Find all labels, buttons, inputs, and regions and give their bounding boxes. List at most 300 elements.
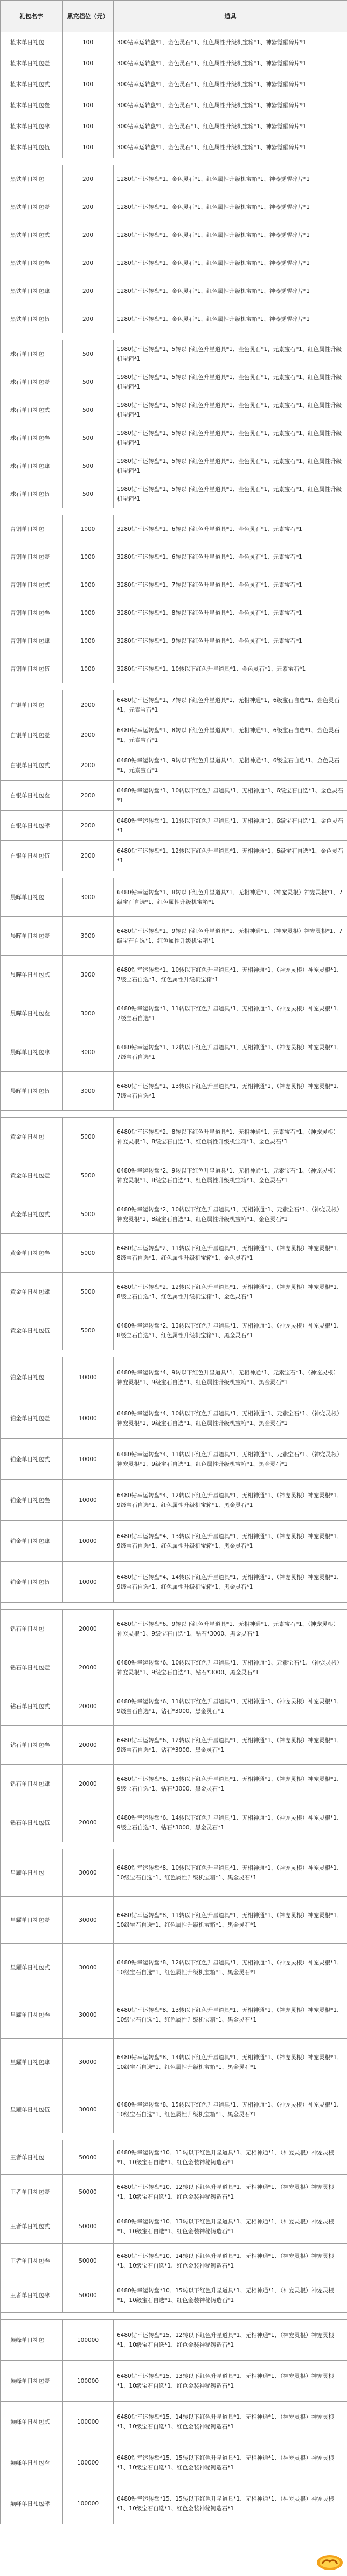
gift-pack-name: 黄金单日礼包伍 xyxy=(1,1311,63,1350)
tier-separator xyxy=(1,1350,347,1357)
gift-pack-name: 白银单日礼包伍 xyxy=(1,841,63,871)
tier-separator-cell xyxy=(1,1842,347,1849)
gift-pack-items: 6480钻幸运转盘*6、12转以下红色升星道具*1、无相神通*1、（神宠灵根）神宠灵根*1、9级宝石自选*1、钻石*3000、黑金灵石*1 xyxy=(114,1726,347,1765)
gift-pack-name: 植木单日礼包 xyxy=(1,32,63,53)
gift-pack-name: 青铜单日礼包叁 xyxy=(1,599,63,627)
table-row xyxy=(1,1398,347,1439)
gift-pack-items: 6480钻幸运转盘*1、13转以下红色升星道具*1、无相神通*1、（神宠灵根）神宠灵根*1、7级宝石自选*1 xyxy=(114,1072,347,1111)
gift-pack-items: 6480钻幸运转盘*10、14转以下红色升星道具*1、无相神通*1、（神宠灵根）神宠灵根*1、10级宝石自选*1、红色金装神秘铸造石*1 xyxy=(114,2244,347,2278)
gift-pack-items: 1980钻幸运转盘*1、5转以下红色升星道具*1、金色灵石*1、元素宝石*1、红色属性升级机宝箱*1 xyxy=(114,452,347,480)
gift-pack-name: 钻石单日礼包伍 xyxy=(1,1803,63,1842)
table-row xyxy=(1,750,347,781)
gift-pack-name: 铂金单日礼包壹 xyxy=(1,1398,63,1439)
gift-pack-items: 3280钻幸运转盘*1、10转以下红色升星道具*1、金色灵石*1、元素宝石*1 xyxy=(114,655,347,683)
recharge-amount: 5000 xyxy=(63,1311,114,1350)
recharge-amount: 100000 xyxy=(63,2442,114,2483)
table-row xyxy=(1,2209,347,2244)
gift-pack-items: 6480钻幸运转盘*4、12转以下红色升星道具*1、无相神通*1、（神宠灵根）神宠灵根*1、9级宝石自选*1、红色属性升级机宝箱*1、黑金灵石*1 xyxy=(114,1480,347,1521)
gift-pack-name: 巅峰单日礼包贰 xyxy=(1,2402,63,2442)
tier-separator xyxy=(1,2133,347,2140)
gift-pack-items: 1280钻幸运转盘*1、金色灵石*1、红色属性升级机宝箱*1、神器觉醒碎片*1 xyxy=(114,221,347,249)
table-row xyxy=(1,368,347,396)
gift-pack-items: 6480钻幸运转盘*1、10转以下红色升星道具*1、无相神通*1、（神宠灵根）神宠灵根*1、7级宝石自选*1、红色属性升级机宝箱*1 xyxy=(114,956,347,994)
table-row xyxy=(1,1156,347,1195)
gift-pack-items: 6480钻幸运转盘*1、11转以下红色升星道具*1、无相神通*1、（神宠灵根）神宠灵根*1、7级宝石自选*1 xyxy=(114,994,347,1033)
recharge-amount: 10000 xyxy=(63,1439,114,1480)
gift-pack-items: 6480钻幸运转盘*10、11转以下红色升星道具*1、无相神通*1、（神宠灵根）神宠灵根*1、10级宝石自选*1、红色金装神秘铸造石*1 xyxy=(114,2140,347,2175)
recharge-amount: 1000 xyxy=(63,515,114,543)
tier-separator-cell xyxy=(1,2133,347,2140)
gift-pack-items: 6480钻幸运转盘*1、9转以下红色升星道具*1、无相神通*1、6级宝石自选*1、金色灵石*1、元素宝石*1 xyxy=(114,750,347,781)
recharge-amount: 5000 xyxy=(63,1118,114,1156)
tier-separator-cell xyxy=(1,508,347,515)
gift-pack-items: 6480钻幸运转盘*15、12转以下红色升星道具*1、无相神通*1、（神宠灵根）神宠灵根*1、10级宝石自选*1、红色金装神秘铸造石*1 xyxy=(114,2320,347,2361)
gift-pack-name: 铂金单日礼包叁 xyxy=(1,1480,63,1521)
gift-pack-items: 6480钻幸运转盘*4、11转以下红色升星道具*1、无相神通*1、元素宝石*1、（神宠灵根）神宠灵根*1、9级宝石自选*1、红色属性升级机宝箱*1、黑金灵石*1 xyxy=(114,1439,347,1480)
table-row xyxy=(1,165,347,193)
gift-pack-name: 植木单日礼包壹 xyxy=(1,53,63,74)
gift-pack-items: 300钻幸运转盘*1、金色灵石*1、红色属性升级机宝箱*1、神器觉醒碎片*1 xyxy=(114,32,347,53)
gift-pack-items: 6480钻幸运转盘*2、12转以下红色升星道具*1、无相神通*1、（神宠灵根）神宠灵根*1、8级宝石自选*1、红色属性升级机宝箱*1、金色灵石*1 xyxy=(114,1273,347,1311)
recharge-amount: 5000 xyxy=(63,1273,114,1311)
gift-pack-items: 6480钻幸运转盘*1、10转以下红色升星道具*1、无相神通*1、6级宝石自选*1、金色灵石*1 xyxy=(114,781,347,811)
gift-pack-name: 晨晖单日礼包肆 xyxy=(1,1033,63,1072)
recharge-amount: 100 xyxy=(63,137,114,158)
recharge-amount: 2000 xyxy=(63,811,114,841)
gift-pack-items: 6480钻幸运转盘*8、14转以下红色升星道具*1、无相神通*1、（神宠灵根）神宠灵根*1、10级宝石自选*1、红色属性升级机宝箱*1、黑金灵石*1 xyxy=(114,2039,347,2086)
recharge-amount: 500 xyxy=(63,396,114,424)
header-items: 道具 xyxy=(114,1,347,32)
gift-pack-name: 青铜单日礼包贰 xyxy=(1,571,63,599)
table-row xyxy=(1,2402,347,2442)
gift-pack-items: 6480钻幸运转盘*10、12转以下红色升星道具*1、无相神通*1、（神宠灵根）神宠灵根*1、10级宝石自选*1、红色金装神秘铸造石*1 xyxy=(114,2175,347,2209)
gift-pack-items: 1980钻幸运转盘*1、5转以下红色升星道具*1、金色灵石*1、元素宝石*1、红色属性升级机宝箱*1 xyxy=(114,424,347,452)
table-row xyxy=(1,1562,347,1603)
recharge-amount: 20000 xyxy=(63,1765,114,1803)
table-row xyxy=(1,1765,347,1803)
table-row xyxy=(1,1273,347,1311)
gift-pack-name: 白银单日礼包 xyxy=(1,690,63,720)
tier-separator xyxy=(1,158,347,165)
gift-pack-name: 晨晖单日礼包伍 xyxy=(1,1072,63,1111)
gift-pack-items: 6480钻幸运转盘*6、13转以下红色升星道具*1、无相神通*1、（神宠灵根）神宠灵根*1、9级宝石自选*1、钻石*3000、黑金灵石*1 xyxy=(114,1765,347,1803)
tier-separator xyxy=(1,1603,347,1610)
gift-pack-name: 黑铁单日礼包叁 xyxy=(1,249,63,277)
gift-pack-items: 6480钻幸运转盘*1、7转以下红色升星道具*1、无相神通*1、6级宝石自选*1、金色灵石*1、元素宝石*1 xyxy=(114,690,347,720)
recharge-amount: 3000 xyxy=(63,956,114,994)
gift-pack-items: 6480钻幸运转盘*15、15转以下红色升星道具*1、无相神通*1、（神宠灵根）神宠灵根*1、10级宝石自选*1、红色金装神秘铸造石*1 xyxy=(114,2442,347,2483)
gift-pack-name: 青铜单日礼包伍 xyxy=(1,655,63,683)
table-row xyxy=(1,193,347,221)
gift-pack-items: 6480钻幸运转盘*15、15转以下红色升星道具*1、无相神通*1、（神宠灵根）神宠灵根*1、10级宝石自选*1、红色金装神秘铸造石*1 xyxy=(114,2483,347,2524)
gift-pack-items: 6480钻幸运转盘*15、14转以下红色升星道具*1、无相神通*1、（神宠灵根）神宠灵根*1、10级宝石自选*1、红色金装神秘铸造石*1 xyxy=(114,2402,347,2442)
gift-pack-name: 王者单日礼包贰 xyxy=(1,2209,63,2244)
gift-pack-items: 6480钻幸运转盘*4、13转以下红色升星道具*1、无相神通*1、（神宠灵根）神宠灵根*1、9级宝石自选*1、红色属性升级机宝箱*1、黑金灵石*1 xyxy=(114,1521,347,1562)
table-row xyxy=(1,1234,347,1273)
gift-pack-name: 白银单日礼包肆 xyxy=(1,811,63,841)
gift-pack-name: 巅峰单日礼包 xyxy=(1,2320,63,2361)
tier-separator-cell xyxy=(1,333,347,340)
gift-pack-name: 球石单日礼包壹 xyxy=(1,368,63,396)
table-row xyxy=(1,340,347,368)
gift-pack-items: 6480钻幸运转盘*10、13转以下红色升星道具*1、无相神通*1、（神宠灵根）神宠灵根*1、10级宝石自选*1、红色金装神秘铸造石*1 xyxy=(114,2209,347,2244)
gift-pack-name: 植木单日礼包肆 xyxy=(1,116,63,137)
table-row xyxy=(1,841,347,871)
table-row xyxy=(1,2361,347,2402)
tier-separator-cell xyxy=(1,1603,347,1610)
gift-pack-items: 300钻幸运转盘*1、金色灵石*1、红色属性升级机宝箱*1、神器觉醒碎片*1 xyxy=(114,74,347,95)
gift-pack-name: 王者单日礼包肆 xyxy=(1,2278,63,2313)
gift-pack-items: 1280钻幸运转盘*1、金色灵石*1、红色属性升级机宝箱*1、神器觉醒碎片*1 xyxy=(114,277,347,305)
recharge-amount: 10000 xyxy=(63,1562,114,1603)
gift-pack-items: 1280钻幸运转盘*1、金色灵石*1、红色属性升级机宝箱*1、神器觉醒碎片*1 xyxy=(114,305,347,333)
table-row xyxy=(1,116,347,137)
gift-pack-name: 球石单日礼包叁 xyxy=(1,424,63,452)
gift-pack-name: 白银单日礼包叁 xyxy=(1,781,63,811)
table-row xyxy=(1,2140,347,2175)
table-row xyxy=(1,2039,347,2086)
recharge-amount: 1000 xyxy=(63,599,114,627)
gift-pack-name: 黑铁单日礼包 xyxy=(1,165,63,193)
gift-pack-items: 6480钻幸运转盘*1、11转以下红色升星道具*1、无相神通*1、6级宝石自选*1、金色灵石*1 xyxy=(114,811,347,841)
tier-separator-cell xyxy=(1,1111,347,1118)
gift-pack-name: 星耀单日礼包 xyxy=(1,1849,63,1897)
gift-pack-items: 6480钻幸运转盘*6、11转以下红色升星道具*1、无相神通*1、（神宠灵根）神宠灵根*1、9级宝石自选*1、钻石*3000、黑金灵石*1 xyxy=(114,1687,347,1726)
table-row xyxy=(1,655,347,683)
recharge-amount: 500 xyxy=(63,368,114,396)
table-row xyxy=(1,452,347,480)
recharge-amount: 200 xyxy=(63,305,114,333)
gift-pack-items: 3280钻幸运转盘*1、9转以下红色升星道具*1、金色灵石*1、元素宝石*1 xyxy=(114,627,347,655)
table-row xyxy=(1,221,347,249)
recharge-amount: 30000 xyxy=(63,2086,114,2133)
gift-pack-items: 6480钻幸运转盘*4、9转以下红色升星道具*1、无相神通*1、元素宝石*1、（神宠灵根）神宠灵根*1、9级宝石自选*1、红色属性升级机宝箱*1、黑金灵石*1 xyxy=(114,1357,347,1398)
tier-separator-cell xyxy=(1,1350,347,1357)
gift-pack-name: 黑铁单日礼包贰 xyxy=(1,221,63,249)
gift-pack-items: 6480钻幸运转盘*8、10转以下红色升星道具*1、无相神通*1、（神宠灵根）神宠灵根*1、10级宝石自选*1、红色属性升级机宝箱*1、黑金灵石*1 xyxy=(114,1849,347,1897)
gift-pack-items: 6480钻幸运转盘*10、15转以下红色升星道具*1、无相神通*1、（神宠灵根）神宠灵根*1、10级宝石自选*1、红色金装神秘铸造石*1 xyxy=(114,2278,347,2313)
table-row xyxy=(1,2442,347,2483)
table-row xyxy=(1,1897,347,1944)
table-row xyxy=(1,1439,347,1480)
table-row xyxy=(1,599,347,627)
table-row xyxy=(1,137,347,158)
gift-pack-name: 植木单日礼包伍 xyxy=(1,137,63,158)
gift-pack-name: 青铜单日礼包 xyxy=(1,515,63,543)
gift-pack-items: 6480钻幸运转盘*2、13转以下红色升星道具*1、无相神通*1、（神宠灵根）神宠灵根*1、8级宝石自选*1、红色属性升级机宝箱*1、黑金灵石*1 xyxy=(114,1311,347,1350)
recharge-amount: 20000 xyxy=(63,1687,114,1726)
gift-pack-items: 1280钻幸运转盘*1、金色灵石*1、红色属性升级机宝箱*1、神器觉醒碎片*1 xyxy=(114,165,347,193)
gift-pack-name: 黑铁单日礼包伍 xyxy=(1,305,63,333)
recharge-amount: 200 xyxy=(63,249,114,277)
table-row xyxy=(1,515,347,543)
gift-pack-items: 6480钻幸运转盘*1、8转以下红色升星道具*1、无相神通*1、6级宝石自选*1、金色灵石*1、元素宝石*1 xyxy=(114,720,347,750)
gift-pack-name: 球石单日礼包肆 xyxy=(1,452,63,480)
table-row xyxy=(1,627,347,655)
table-row xyxy=(1,480,347,508)
recharge-amount: 100 xyxy=(63,95,114,116)
recharge-amount: 100000 xyxy=(63,2402,114,2442)
table-row xyxy=(1,1991,347,2039)
gift-pack-items: 6480钻幸运转盘*8、12转以下红色升星道具*1、无相神通*1、（神宠灵根）神宠灵根*1、10级宝石自选*1、红色属性升级机宝箱*1、黑金灵石*1 xyxy=(114,1944,347,1991)
recharge-amount: 100000 xyxy=(63,2320,114,2361)
table-row xyxy=(1,2483,347,2524)
gift-pack-items: 300钻幸运转盘*1、金色灵石*1、红色属性升级机宝箱*1、神器觉醒碎片*1 xyxy=(114,53,347,74)
recharge-amount: 1000 xyxy=(63,571,114,599)
gift-pack-name: 铂金单日礼包伍 xyxy=(1,1562,63,1603)
gift-pack-items: 1280钻幸运转盘*1、金色灵石*1、红色属性升级机宝箱*1、神器觉醒碎片*1 xyxy=(114,193,347,221)
recharge-amount: 50000 xyxy=(63,2175,114,2209)
gift-pack-name: 巅峰单日礼包叁 xyxy=(1,2442,63,2483)
recharge-amount: 2000 xyxy=(63,841,114,871)
table-row xyxy=(1,956,347,994)
table-row xyxy=(1,396,347,424)
gift-pack-name: 铂金单日礼包肆 xyxy=(1,1521,63,1562)
recharge-amount: 10000 xyxy=(63,1521,114,1562)
gift-pack-name: 晨晖单日礼包 xyxy=(1,878,63,917)
gift-pack-items: 6480钻幸运转盘*2、8转以下红色升星道具*1、无相神通*1、元素宝石*1、（神宠灵根）神宠灵根*1、8级宝石自选*1、红色属性升级机宝箱*1、金色灵石*1 xyxy=(114,1118,347,1156)
recharge-amount: 3000 xyxy=(63,878,114,917)
recharge-amount: 30000 xyxy=(63,1849,114,1897)
gift-pack-name: 星耀单日礼包肆 xyxy=(1,2039,63,2086)
table-row xyxy=(1,249,347,277)
tier-separator-cell xyxy=(1,158,347,165)
gift-pack-name: 青铜单日礼包肆 xyxy=(1,627,63,655)
recharge-amount: 20000 xyxy=(63,1610,114,1648)
recharge-amount: 2000 xyxy=(63,781,114,811)
tier-separator xyxy=(1,1842,347,1849)
gift-pack-items: 1980钻幸运转盘*1、5转以下红色升星道具*1、金色灵石*1、元素宝石*1、红色属性升级机宝箱*1 xyxy=(114,368,347,396)
recharge-amount: 5000 xyxy=(63,1234,114,1273)
gift-pack-name: 星耀单日礼包贰 xyxy=(1,1944,63,1991)
recharge-amount: 100 xyxy=(63,53,114,74)
table-row xyxy=(1,917,347,956)
gift-pack-items: 3280钻幸运转盘*1、6转以下红色升星道具*1、金色灵石*1、元素宝石*1 xyxy=(114,515,347,543)
recharge-amount: 200 xyxy=(63,193,114,221)
table-row xyxy=(1,1480,347,1521)
gift-pack-name: 巅峰单日礼包肆 xyxy=(1,2483,63,2524)
gift-pack-items: 6480钻幸运转盘*6、9转以下红色升星道具*1、无相神通*1、元素宝石*1、（神宠灵根）神宠灵根*1、9级宝石自选*1、钻石*3000、黑金灵石*1 xyxy=(114,1610,347,1648)
gift-pack-name: 黄金单日礼包贰 xyxy=(1,1195,63,1234)
tier-separator xyxy=(1,1111,347,1118)
gift-pack-items: 6480钻幸运转盘*8、15转以下红色升星道具*1、无相神通*1、（神宠灵根）神宠灵根*1、10级宝石自选*1、红色属性升级机宝箱*1、黑金灵石*1 xyxy=(114,2086,347,2133)
gift-pack-name: 黄金单日礼包 xyxy=(1,1118,63,1156)
gift-pack-items: 300钻幸运转盘*1、金色灵石*1、红色属性升级机宝箱*1、神器觉醒碎片*1 xyxy=(114,137,347,158)
gift-pack-items: 300钻幸运转盘*1、金色灵石*1、红色属性升级机宝箱*1、神器觉醒碎片*1 xyxy=(114,116,347,137)
recharge-amount: 1000 xyxy=(63,655,114,683)
recharge-amount: 50000 xyxy=(63,2278,114,2313)
recharge-amount: 5000 xyxy=(63,1195,114,1234)
table-row xyxy=(1,1195,347,1234)
gift-pack-items: 6480钻幸运转盘*6、10转以下红色升星道具*1、无相神通*1、元素宝石*1、（神宠灵根）神宠灵根*1、9级宝石自选*1、钻石*3000、黑金灵石*1 xyxy=(114,1648,347,1687)
table-row xyxy=(1,811,347,841)
gift-pack-name: 黄金单日礼包肆 xyxy=(1,1273,63,1311)
recharge-amount: 100000 xyxy=(63,2361,114,2402)
table-row xyxy=(1,1610,347,1648)
recharge-amount: 30000 xyxy=(63,1897,114,1944)
recharge-amount: 30000 xyxy=(63,2039,114,2086)
recharge-amount: 30000 xyxy=(63,1944,114,1991)
gift-pack-name: 黄金单日礼包叁 xyxy=(1,1234,63,1273)
gift-pack-items: 6480钻幸运转盘*4、10转以下红色升星道具*1、无相神通*1、元素宝石*1、（神宠灵根）神宠灵根*1、9级宝石自选*1、红色属性升级机宝箱*1、黑金灵石*1 xyxy=(114,1398,347,1439)
gift-pack-items: 6480钻幸运转盘*1、12转以下红色升星道具*1、无相神通*1、6级宝石自选*1、金色灵石*1 xyxy=(114,841,347,871)
recharge-amount: 3000 xyxy=(63,917,114,956)
gift-pack-name: 钻石单日礼包肆 xyxy=(1,1765,63,1803)
table-row xyxy=(1,1726,347,1765)
gift-pack-name: 晨晖单日礼包贰 xyxy=(1,956,63,994)
gift-pack-name: 王者单日礼包 xyxy=(1,2140,63,2175)
recharge-amount: 10000 xyxy=(63,1398,114,1439)
gift-pack-name: 球石单日礼包伍 xyxy=(1,480,63,508)
table-row xyxy=(1,1033,347,1072)
tier-separator-cell xyxy=(1,871,347,878)
gift-pack-items: 6480钻幸运转盘*6、14转以下红色升星道具*1、无相神通*1、（神宠灵根）神宠灵根*1、9级宝石自选*1、钻石*3000、黑金灵石*1 xyxy=(114,1803,347,1842)
table-row xyxy=(1,1803,347,1842)
gift-pack-items: 6480钻幸运转盘*8、11转以下红色升星道具*1、无相神通*1、（神宠灵根）神宠灵根*1、10级宝石自选*1、红色属性升级机宝箱*1、黑金灵石*1 xyxy=(114,1897,347,1944)
gift-pack-name: 黑铁单日礼包肆 xyxy=(1,277,63,305)
tier-separator xyxy=(1,2313,347,2320)
gift-pack-name: 植木单日礼包叁 xyxy=(1,95,63,116)
tier-separator-cell xyxy=(1,2313,347,2320)
table-row xyxy=(1,2175,347,2209)
gift-pack-items: 1980钻幸运转盘*1、5转以下红色升星道具*1、金色灵石*1、元素宝石*1、红色属性升级机宝箱*1 xyxy=(114,340,347,368)
recharge-amount: 50000 xyxy=(63,2244,114,2278)
recharge-amount: 200 xyxy=(63,277,114,305)
table-row xyxy=(1,781,347,811)
gift-pack-name: 植木单日礼包贰 xyxy=(1,74,63,95)
gift-pack-name: 王者单日礼包叁 xyxy=(1,2244,63,2278)
recharge-amount: 200 xyxy=(63,221,114,249)
recharge-amount: 200 xyxy=(63,165,114,193)
gift-pack-items: 3280钻幸运转盘*1、7转以下红色升星道具*1、金色灵石*1、元素宝石*1 xyxy=(114,571,347,599)
table-row xyxy=(1,74,347,95)
table-row xyxy=(1,305,347,333)
recharge-amount: 500 xyxy=(63,424,114,452)
table-row xyxy=(1,1648,347,1687)
gift-pack-name: 钻石单日礼包壹 xyxy=(1,1648,63,1687)
tier-separator xyxy=(1,871,347,878)
gift-pack-items: 6480钻幸运转盘*2、10转以下红色升星道具*1、无相神通*1、元素宝石*1、（神宠灵根）神宠灵根*1、8级宝石自选*1、红色属性升级机宝箱*1、金色灵石*1 xyxy=(114,1195,347,1234)
table-row xyxy=(1,277,347,305)
recharge-amount: 3000 xyxy=(63,994,114,1033)
table-row xyxy=(1,543,347,571)
gift-pack-items: 6480钻幸运转盘*1、8转以下红色升星道具*1、无相神通*1、（神宠灵根）神宠灵根*1、7级宝石自选*1、红色属性升级机宝箱*1 xyxy=(114,878,347,917)
recharge-amount: 20000 xyxy=(63,1648,114,1687)
table-row xyxy=(1,2086,347,2133)
gift-pack-name: 星耀单日礼包伍 xyxy=(1,2086,63,2133)
gift-pack-name: 白银单日礼包壹 xyxy=(1,720,63,750)
table-row xyxy=(1,2244,347,2278)
gift-pack-items: 6480钻幸运转盘*1、9转以下红色升星道具*1、无相神通*1、（神宠灵根）神宠灵根*1、7级宝石自选*1、红色属性升级机宝箱*1 xyxy=(114,917,347,956)
tier-separator xyxy=(1,508,347,515)
gift-pack-items: 3280钻幸运转盘*1、8转以下红色升星道具*1、金色灵石*1、元素宝石*1 xyxy=(114,599,347,627)
gift-pack-name: 钻石单日礼包贰 xyxy=(1,1687,63,1726)
gift-pack-items: 6480钻幸运转盘*4、14转以下红色升星道具*1、无相神通*1、（神宠灵根）神宠灵根*1、9级宝石自选*1、红色属性升级机宝箱*1、黑金灵石*1 xyxy=(114,1562,347,1603)
tier-separator-cell xyxy=(1,683,347,690)
header-row xyxy=(1,1,347,32)
recharge-amount: 30000 xyxy=(63,1991,114,2039)
recharge-amount: 20000 xyxy=(63,1803,114,1842)
table-row xyxy=(1,1944,347,1991)
gift-pack-name: 铂金单日礼包 xyxy=(1,1357,63,1398)
recharge-amount: 3000 xyxy=(63,1072,114,1111)
recharge-amount: 1000 xyxy=(63,543,114,571)
gift-pack-name: 球石单日礼包 xyxy=(1,340,63,368)
recharge-amount: 50000 xyxy=(63,2140,114,2175)
tier-separator xyxy=(1,333,347,340)
table-row xyxy=(1,1311,347,1350)
recharge-amount: 1000 xyxy=(63,627,114,655)
gift-pack-name: 黄金单日礼包壹 xyxy=(1,1156,63,1195)
gift-pack-name: 巅峰单日礼包壹 xyxy=(1,2361,63,2402)
table-row xyxy=(1,32,347,53)
table-row xyxy=(1,1687,347,1726)
recharge-amount: 100000 xyxy=(63,2483,114,2524)
gift-pack-name: 钻石单日礼包叁 xyxy=(1,1726,63,1765)
recharge-amount: 50000 xyxy=(63,2209,114,2244)
gift-pack-items: 1280钻幸运转盘*1、金色灵石*1、红色属性升级机宝箱*1、神器觉醒碎片*1 xyxy=(114,249,347,277)
gift-pack-name: 铂金单日礼包贰 xyxy=(1,1439,63,1480)
gift-pack-name: 王者单日礼包壹 xyxy=(1,2175,63,2209)
table-row xyxy=(1,95,347,116)
recharge-amount: 10000 xyxy=(63,1480,114,1521)
table-row xyxy=(1,720,347,750)
recharge-amount: 20000 xyxy=(63,1726,114,1765)
table-row xyxy=(1,53,347,74)
gift-pack-name: 星耀单日礼包壹 xyxy=(1,1897,63,1944)
gift-pack-items: 6480钻幸运转盘*15、13转以下红色升星道具*1、无相神通*1、（神宠灵根）神宠灵根*1、10级宝石自选*1、红色金装神秘铸造石*1 xyxy=(114,2361,347,2402)
recharge-amount: 500 xyxy=(63,480,114,508)
recharge-amount: 500 xyxy=(63,452,114,480)
tier-separator xyxy=(1,683,347,690)
table-row xyxy=(1,2278,347,2313)
recharge-amount: 2000 xyxy=(63,690,114,720)
table-row xyxy=(1,2320,347,2361)
table-row xyxy=(1,1521,347,1562)
gift-pack-name: 星耀单日礼包叁 xyxy=(1,1991,63,2039)
table-row xyxy=(1,994,347,1033)
gift-pack-items: 300钻幸运转盘*1、金色灵石*1、红色属性升级机宝箱*1、神器觉醒碎片*1 xyxy=(114,95,347,116)
gift-pack-items: 6480钻幸运转盘*2、9转以下红色升星道具*1、无相神通*1、元素宝石*1、（神宠灵根）神宠灵根*1、8级宝石自选*1、红色属性升级机宝箱*1、金色灵石*1 xyxy=(114,1156,347,1195)
recharge-amount: 2000 xyxy=(63,750,114,781)
gift-pack-items: 1980钻幸运转盘*1、5转以下红色升星道具*1、金色灵石*1、元素宝石*1、红色属性升级机宝箱*1 xyxy=(114,480,347,508)
gift-pack-items: 6480钻幸运转盘*2、11转以下红色升星道具*1、无相神通*1、（神宠灵根）神宠灵根*1、8级宝石自选*1、红色属性升级机宝箱*1、金色灵石*1 xyxy=(114,1234,347,1273)
gift-pack-name: 球石单日礼包贰 xyxy=(1,396,63,424)
table-row xyxy=(1,690,347,720)
game-site-logo-icon xyxy=(316,2553,344,2572)
table-row xyxy=(1,424,347,452)
gift-pack-name: 黑铁单日礼包壹 xyxy=(1,193,63,221)
gift-pack-items: 6480钻幸运转盘*8、13转以下红色升星道具*1、无相神通*1、（神宠灵根）神宠灵根*1、10级宝石自选*1、红色属性升级机宝箱*1、黑金灵石*1 xyxy=(114,1991,347,2039)
table-row xyxy=(1,571,347,599)
recharge-amount: 100 xyxy=(63,74,114,95)
table-row xyxy=(1,1849,347,1897)
gift-pack-name: 晨晖单日礼包叁 xyxy=(1,994,63,1033)
gift-pack-name: 白银单日礼包贰 xyxy=(1,750,63,781)
header-amount: 累充档位（元） xyxy=(63,1,114,32)
recharge-amount: 3000 xyxy=(63,1033,114,1072)
gift-pack-name: 钻石单日礼包 xyxy=(1,1610,63,1648)
table-row xyxy=(1,1072,347,1111)
header-name: 礼包名字 xyxy=(1,1,63,32)
table-row xyxy=(1,878,347,917)
table-body xyxy=(1,32,347,2524)
gift-pack-name: 晨晖单日礼包壹 xyxy=(1,917,63,956)
gift-pack-items: 6480钻幸运转盘*1、12转以下红色升星道具*1、无相神通*1、（神宠灵根）神宠灵根*1、7级宝石自选*1 xyxy=(114,1033,347,1072)
recharge-amount: 500 xyxy=(63,340,114,368)
recharge-amount: 2000 xyxy=(63,720,114,750)
gift-pack-name: 青铜单日礼包壹 xyxy=(1,543,63,571)
